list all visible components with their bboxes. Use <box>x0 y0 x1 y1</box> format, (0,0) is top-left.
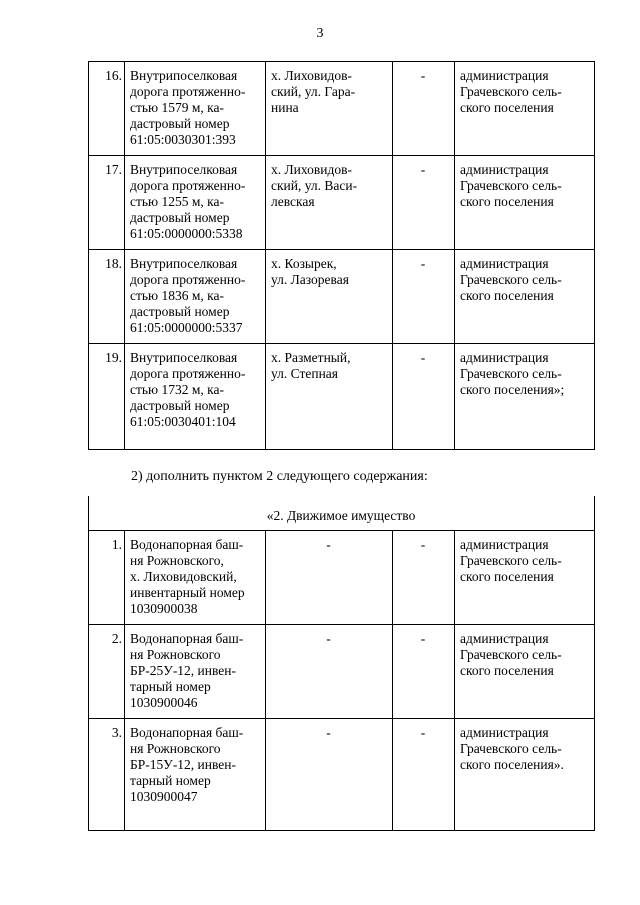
table-row <box>89 625 595 719</box>
object-owner: администрация Грачевского сель- ского поселения <box>455 625 595 719</box>
object-location: - <box>266 719 393 831</box>
table-row <box>89 531 595 625</box>
table-row <box>89 156 595 250</box>
object-location: х. Лиховидов- ский, ул. Васи- левская <box>266 156 393 250</box>
section-title: «2. Движимое имущество <box>89 496 595 531</box>
row-number: 1. <box>89 531 125 625</box>
table-row <box>89 250 595 344</box>
table-row <box>89 62 595 156</box>
object-name: Внутрипоселковая дорога протяженно- стью 1732 м, ка- дастровый номер 61:05:0030401:104 <box>125 344 266 450</box>
table-row <box>89 344 595 450</box>
object-location: х. Разметный, ул. Степная <box>266 344 393 450</box>
empty-value: - <box>393 625 455 719</box>
object-name: Внутрипоселковая дорога протяженно- стью 1255 м, ка- дастровый номер 61:05:0000000:5338 <box>125 156 266 250</box>
row-number: 19. <box>89 344 125 450</box>
row-number: 16. <box>89 62 125 156</box>
object-owner: администрация Грачевского сель- ского поселения <box>455 250 595 344</box>
empty-value: - <box>393 156 455 250</box>
immovable-property-table <box>88 61 595 450</box>
empty-value: - <box>393 62 455 156</box>
row-number: 2. <box>89 625 125 719</box>
empty-value: - <box>393 344 455 450</box>
object-location: х. Козырек, ул. Лазоревая <box>266 250 393 344</box>
page-number: 3 <box>316 26 324 41</box>
object-owner: администрация Грачевского сель- ского поселения <box>455 62 595 156</box>
movable-property-table <box>88 496 595 831</box>
row-number: 3. <box>89 719 125 831</box>
object-owner: администрация Грачевского сель- ского поселения <box>455 531 595 625</box>
object-name: Внутрипоселковая дорога протяженно- стью 1836 м, ка- дастровый номер 61:05:0000000:5337 <box>125 250 266 344</box>
object-owner: администрация Грачевского сель- ского поселения». <box>455 719 595 831</box>
object-owner: администрация Грачевского сель- ского поселения»; <box>455 344 595 450</box>
object-name: Водонапорная баш- ня Рожновского, х. Лиховидовский, инвентарный номер 1030900038 <box>125 531 266 625</box>
object-location: - <box>266 531 393 625</box>
object-name: Внутрипоселковая дорога протяженно- стью 1579 м, ка- дастровый номер 61:05:0030301:393 <box>125 62 266 156</box>
object-name: Водонапорная баш- ня Рожновского БР-25У-12, инвен- тарный номер 1030900046 <box>125 625 266 719</box>
object-owner: администрация Грачевского сель- ского поселения <box>455 156 595 250</box>
row-number: 18. <box>89 250 125 344</box>
table-row <box>89 719 595 831</box>
object-name: Водонапорная баш- ня Рожновского БР-15У-12, инвен- тарный номер 1030900047 <box>125 719 266 831</box>
row-number: 17. <box>89 156 125 250</box>
object-location: х. Лиховидов- ский, ул. Гара- нина <box>266 62 393 156</box>
empty-value: - <box>393 250 455 344</box>
section-header-row <box>89 496 595 531</box>
amendment-paragraph: 2) дополнить пунктом 2 следующего содержания: <box>131 469 428 484</box>
empty-value: - <box>393 531 455 625</box>
object-location: - <box>266 625 393 719</box>
empty-value: - <box>393 719 455 831</box>
